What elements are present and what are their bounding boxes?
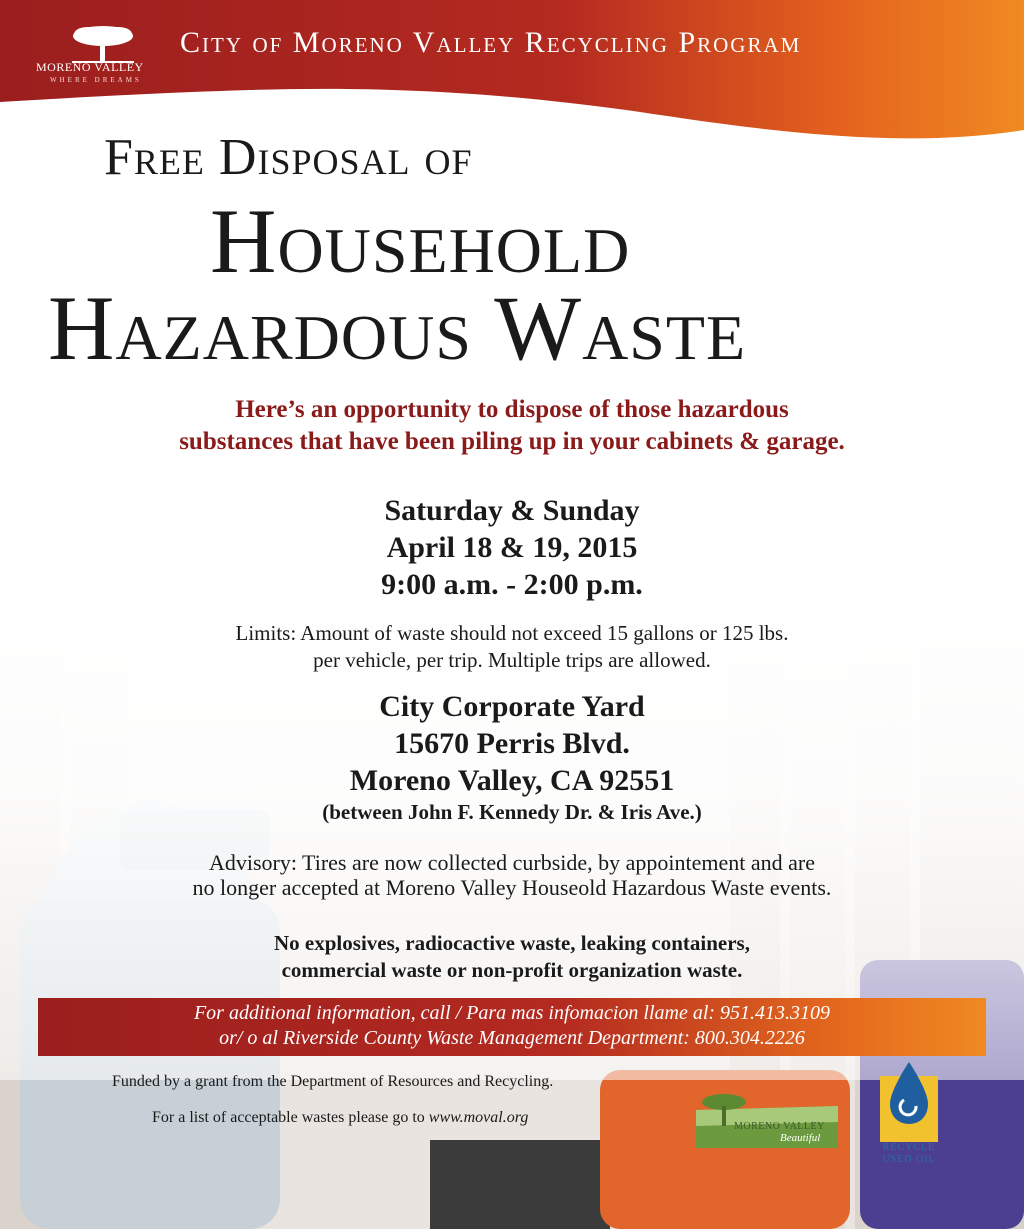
mvb-logo-name: MORENO VALLEY bbox=[734, 1121, 825, 1132]
header-banner bbox=[0, 0, 1024, 140]
city-logo-tagline: WHERE DREAMS bbox=[50, 76, 142, 84]
advisory-text bbox=[72, 850, 952, 900]
event-schedule bbox=[212, 492, 812, 603]
funding-note: Funded by a grant from the Department of Resources and Recycling. bbox=[112, 1073, 554, 1090]
contact-line-1: For additional information, call / Para mas infomacion llame al: 951.413.3109 bbox=[193, 1002, 831, 1024]
event-days: Saturday & Sunday bbox=[384, 494, 640, 527]
title-line-2: Household bbox=[210, 190, 631, 292]
location-cross-streets: (between John F. Kennedy Dr. & Iris Ave.) bbox=[322, 800, 702, 824]
title-line-3: Hazardous Waste bbox=[48, 277, 747, 379]
intro-line-2: substances that have been piling up in your cabinets & garage. bbox=[179, 428, 845, 455]
intro-line-1: Here’s an opportunity to dispose of those hazardous bbox=[235, 396, 789, 423]
location-city: Moreno Valley, CA 92551 bbox=[349, 764, 675, 797]
website-link[interactable]: www.moval.org bbox=[428, 1109, 529, 1126]
intro-text bbox=[40, 394, 984, 458]
recycle-label-line-2: USED OIL bbox=[882, 1154, 936, 1165]
limits-line-2: per vehicle, per trip. Multiple trips are allowed. bbox=[313, 648, 711, 672]
contact-line-2: or/ o al Riverside County Waste Management Department: 800.304.2226 bbox=[219, 1027, 805, 1049]
acceptable-wastes-prefix: For a list of acceptable wastes please go to bbox=[152, 1109, 429, 1126]
recycle-used-oil-icon bbox=[876, 1060, 942, 1146]
event-location bbox=[212, 688, 812, 825]
restrictions-line-1: No explosives, radiocactive waste, leaking containers, bbox=[274, 931, 750, 955]
acceptable-wastes-note bbox=[152, 1109, 528, 1127]
program-title: City of Moreno Valley Recycling Program bbox=[180, 26, 802, 59]
tree-logo-icon bbox=[68, 24, 138, 64]
event-date: April 18 & 19, 2015 bbox=[386, 531, 638, 564]
recycle-label-line-1: RECYCLE bbox=[882, 1142, 936, 1153]
advisory-line-1: Advisory: Tires are now collected curbside, by appointement and are bbox=[208, 850, 816, 875]
advisory-line-2: no longer accepted at Moreno Valley Houseold Hazardous Waste events. bbox=[192, 875, 832, 900]
restrictions-line-2: commercial waste or non-profit organization waste. bbox=[281, 958, 743, 982]
mvb-logo-script: Beautiful bbox=[780, 1132, 821, 1144]
location-street: 15670 Perris Blvd. bbox=[394, 727, 630, 760]
restrictions-text bbox=[112, 930, 912, 984]
recycle-used-oil-label bbox=[870, 1142, 948, 1166]
limits-line-1: Limits: Amount of waste should not exceed 15 gallons or 125 lbs. bbox=[235, 621, 789, 645]
contact-banner bbox=[38, 998, 986, 1056]
event-time: 9:00 a.m. - 2:00 p.m. bbox=[381, 568, 643, 601]
title-line-1: Free Disposal of bbox=[104, 129, 473, 186]
location-name: City Corporate Yard bbox=[379, 690, 645, 723]
city-logo-name: MORENO VALLEY bbox=[36, 60, 144, 74]
limits-text bbox=[112, 620, 912, 674]
